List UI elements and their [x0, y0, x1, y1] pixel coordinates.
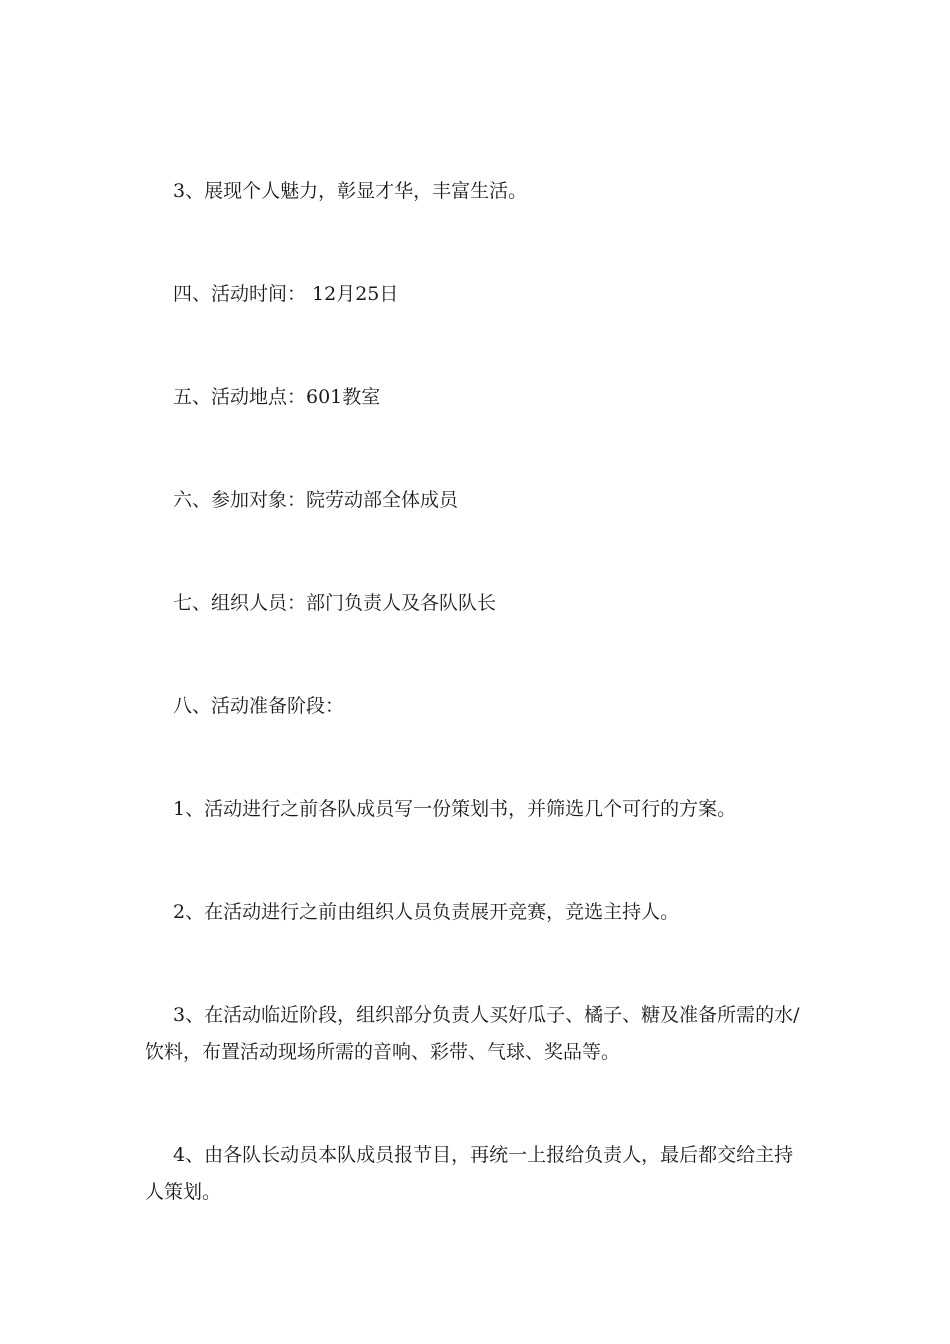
paragraph-activity-time: 四、活动时间： 12月25日	[173, 283, 399, 305]
paragraph-preparation-2: 2、在活动进行之前由组织人员负责展开竞赛，竞选主持人。	[173, 901, 680, 923]
paragraph-activity-location: 五、活动地点：601教室	[173, 386, 381, 408]
paragraph-participants: 六、参加对象：院劳动部全体成员	[173, 489, 459, 511]
paragraph-preparation-heading: 八、活动准备阶段：	[173, 695, 345, 717]
paragraph-goal-3: 3、展现个人魅力，彰显才华，丰富生活。	[173, 180, 528, 202]
paragraph-preparation-4: 4、由各队长动员本队成员报节目，再统一上报给负责人，最后都交给主持人策划。	[145, 1144, 794, 1203]
paragraph-preparation-1: 1、活动进行之前各队成员写一份策划书，并筛选几个可行的方案。	[173, 798, 737, 820]
paragraph-preparation-3: 3、在活动临近阶段，组织部分负责人买好瓜子、橘子、糖及准备所需的水/饮料，布置活动现场所需的音响、彩带、气球、奖品等。	[145, 1004, 800, 1063]
paragraph-organizers: 七、组织人员：部门负责人及各队队长	[173, 592, 497, 614]
